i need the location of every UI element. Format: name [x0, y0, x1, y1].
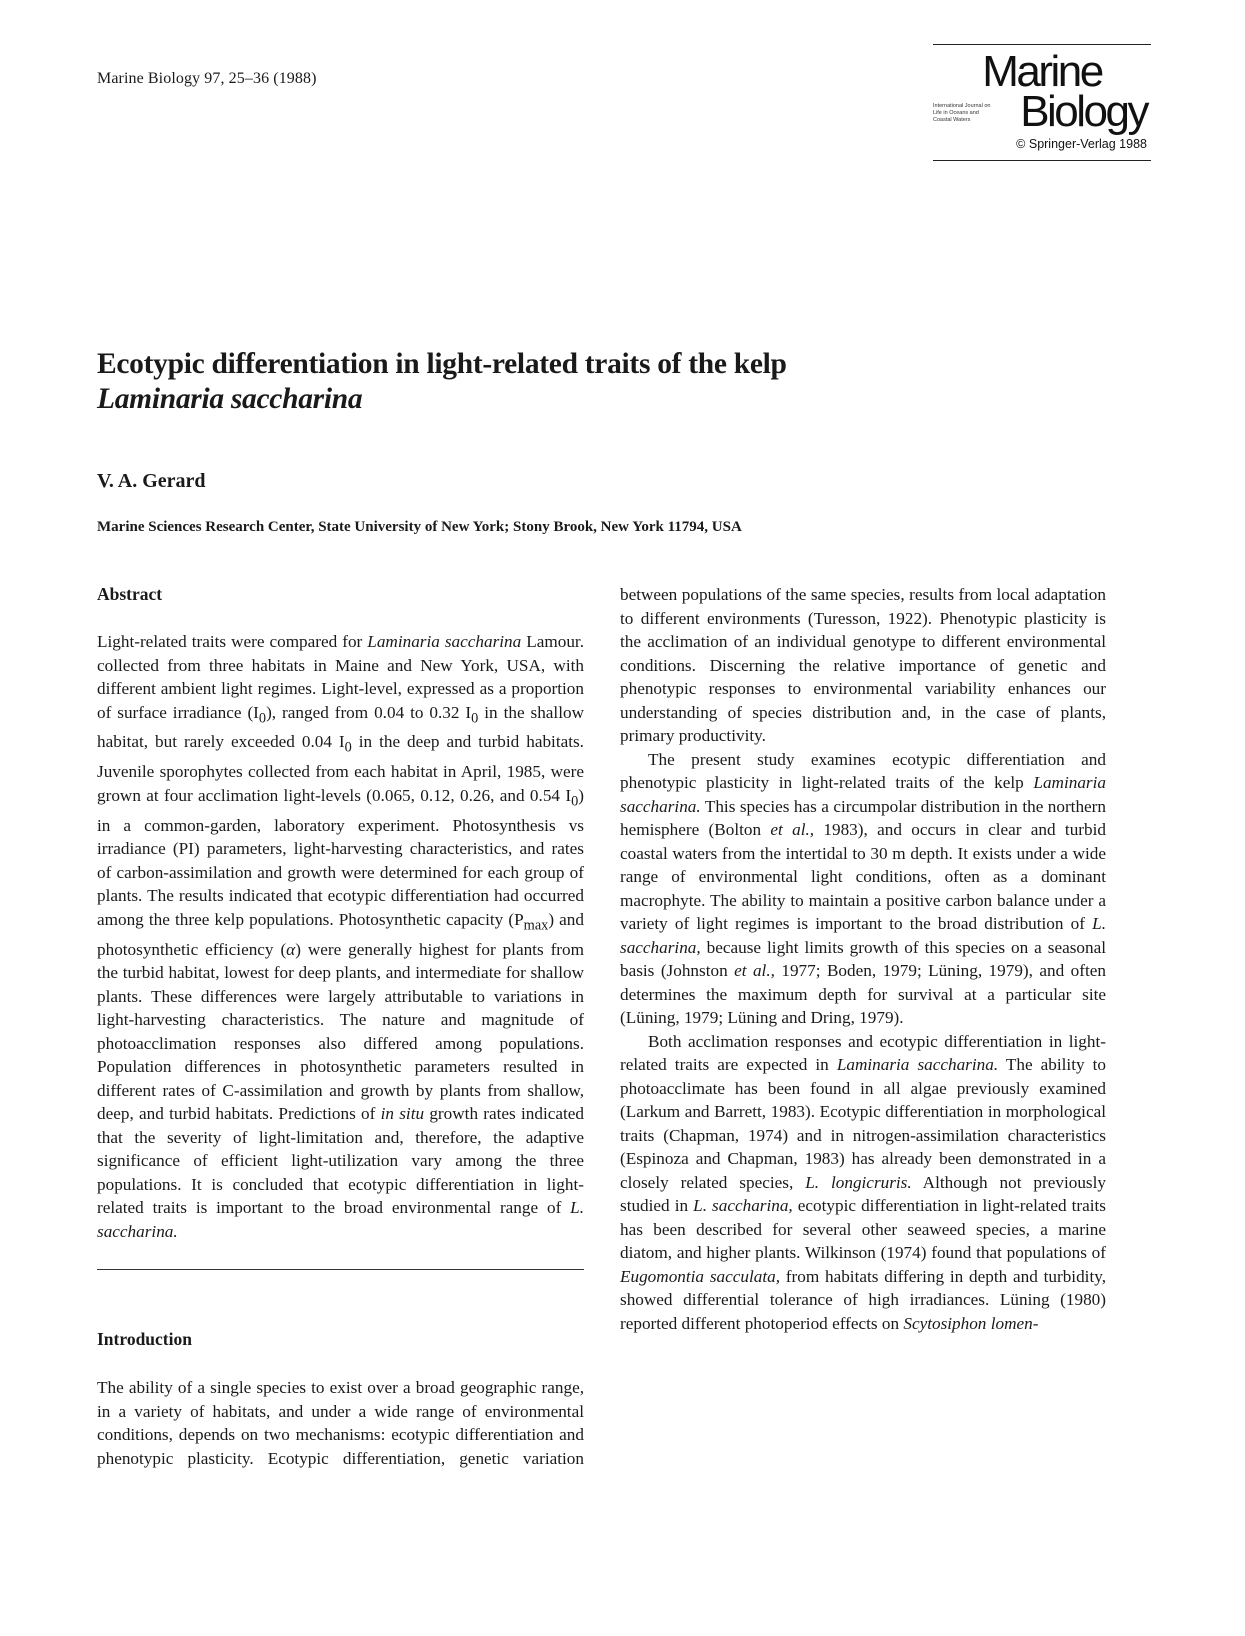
- article-citation: Marine Biology 97, 25–36 (1988): [97, 70, 317, 87]
- species-name: L. saccharina,: [693, 1196, 793, 1215]
- subscript: 0: [258, 709, 267, 726]
- italic-term: et al.,: [770, 820, 815, 839]
- text: in the shallow habitat, but rarely exceeded 0.04 I: [97, 702, 584, 752]
- text: from habitats differing in depth and turbidity, showed differential tolerance of high irradiances. Lüning (1980) reported different photoperiod effects on: [620, 1266, 1106, 1333]
- species-name: Scytosiphon lomen-: [903, 1313, 1039, 1333]
- text: 1977; Boden, 1979; Lüning, 1979), and often determines the maximum depth for survival at a particular site (Lüning, 1979; Lüning and Dring, 1979).: [620, 961, 1106, 1027]
- logo-rule-top: [933, 44, 1151, 45]
- text: Although not previously studied in: [620, 1172, 1106, 1215]
- text: This species has a circumpolar distribution in the northern hemisphere (Bolton: [620, 796, 1106, 839]
- author: V. A. Gerard: [97, 470, 206, 492]
- title-species: Laminaria saccharina: [97, 383, 363, 415]
- text: ) and photosynthetic efficiency (: [97, 909, 584, 959]
- logo-tagline: International Journal on Life in Oceans and Coastal Waters: [933, 103, 991, 123]
- alpha-symbol: α: [286, 939, 296, 959]
- text: because light limits growth of this species on a seasonal basis (Johnston: [620, 937, 1106, 980]
- logo-word-marine: Marine: [982, 47, 1102, 96]
- text: ), ranged from 0.04 to 0.32 I: [266, 702, 472, 722]
- species-name: L. longicruris.: [805, 1172, 912, 1192]
- text: growth rates indicated that the severity of light-limitation and, therefore, the adaptive significance of efficient light-utilization vary among the three populations. It is concluded that ecotypic differentiation in light-related traits is important to the broad environmental range of: [97, 1104, 584, 1218]
- intro-paragraph-2: [620, 748, 1106, 1030]
- text: ) in a common-garden, laboratory experiment. Photosynthesis vs irradiance (PI) parameters, light-harvesting characteristics, and rates of carbon-assimilation and growth were determined for each group of plants. The results indicated that ecotypic differentiation had occurred among the three kelp populations. Photosynthetic capacity (P: [97, 785, 584, 929]
- copyright: © Springer-Verlag 1988: [1016, 137, 1147, 151]
- species-name: Laminaria saccharina.: [836, 1055, 999, 1074]
- species-name: Laminaria saccharina: [367, 632, 522, 651]
- text: Light-related traits were compared for: [97, 632, 368, 651]
- abstract-text: [97, 630, 584, 1243]
- abstract-heading: Abstract: [97, 584, 163, 604]
- left-column: [97, 583, 584, 1470]
- logo-word-biology: Biology: [1020, 87, 1147, 136]
- italic-term: in situ: [380, 1104, 425, 1124]
- text: in the deep and turbid habitats. Juvenile sporophytes collected from each habitat in April, 1985, were grown at four acclimation light-levels (0.065, 0.12, 0.26, and 0.54 I: [97, 732, 584, 805]
- subscript: 0: [571, 793, 579, 810]
- abstract-divider: [97, 1269, 584, 1270]
- species-name: L. saccharina,: [620, 914, 1106, 957]
- right-column: [620, 583, 1106, 1335]
- journal-logo: [933, 44, 1151, 160]
- intro-paragraph-3: [620, 1030, 1106, 1336]
- title-main: Ecotypic differentiation in light-related traits of the kelp: [97, 348, 787, 380]
- text: 1983), and occurs in clear and turbid coastal waters from the intertidal to 30 m depth. It exists under a wide range of environmental light conditions, often as a dominant macrophyte. The ability to maintain a positive carbon balance under a variety of light regimes is important to the broad distribution of: [620, 820, 1106, 933]
- intro-paragraph-1-continued: between populations of the same species, results from local adaptation to different environments (Turesson, 1922). Phenotypic plasticity is the acclimation of an individual genotype to different environmental conditions. Discerning the relative importance of genetic and phenotypic responses to environmental variability enhances our understanding of species distribution and, in the case of plants, primary productivity.: [620, 585, 1106, 745]
- text: The ability to photoacclimate has been found in all algae previously examined (Larkum and Barrett, 1983). Ecotypic differentiation in morphological traits (Chapman, 1974) and in nitrogen-assimilation characteristics (Espinoza and Chapman, 1983) has already been demonstrated in a closely related species,: [620, 1055, 1106, 1192]
- affiliation: Marine Sciences Research Center, State University of New York; Stony Brook, New York 11794, USA: [97, 519, 742, 535]
- introduction-heading: Introduction: [97, 1329, 192, 1350]
- text: ) were generally highest for plants from the turbid habitat, lowest for deep plants, and intermediate for shallow plants. These differences were largely attributable to variations in light-harvesting characteristics. The nature and magnitude of photoacclimation responses also differed among populations. Population differences in photosynthetic parameters resulted in different rates of C-assimilation and growth by plants from shallow, deep, and turbid habitats. Predictions of: [97, 939, 584, 1124]
- subscript: max: [523, 917, 549, 934]
- subscript: 0: [344, 739, 352, 756]
- species-name: L. saccharina.: [97, 1198, 584, 1241]
- species-name: Laminaria saccharina.: [620, 773, 1106, 816]
- text: Lamour. collected from three habitats in Maine and New York, USA, with different ambient light regimes. Light-level, expressed as a proportion of surface irradiance (I: [97, 632, 584, 722]
- logo-rule-bottom: [933, 160, 1151, 161]
- text: The present study examines ecotypic differentiation and phenotypic plasticity in light-related traits of the kelp: [620, 749, 1106, 792]
- subscript: 0: [471, 709, 479, 726]
- italic-term: et al.,: [734, 961, 775, 980]
- text: Both acclimation responses and ecotypic differentiation in light-related traits are expected in: [620, 1031, 1106, 1074]
- text: ecotypic differentiation in light-related traits has been described for several other seaweed species, a marine diatom, and higher plants. Wilkinson (1974) found that populations of: [620, 1196, 1106, 1262]
- article-title: [97, 347, 1097, 417]
- species-name: Eugomontia sacculata,: [620, 1266, 780, 1286]
- intro-paragraph-1: The ability of a single species to exist over a broad geographic range, in a variety of habitats, and under a wide range of environmental conditions, depends on two mechanisms: ecotypic differentiation and phenotypic plasticity. Ecotypic differentiation, genetic variation: [97, 1378, 584, 1468]
